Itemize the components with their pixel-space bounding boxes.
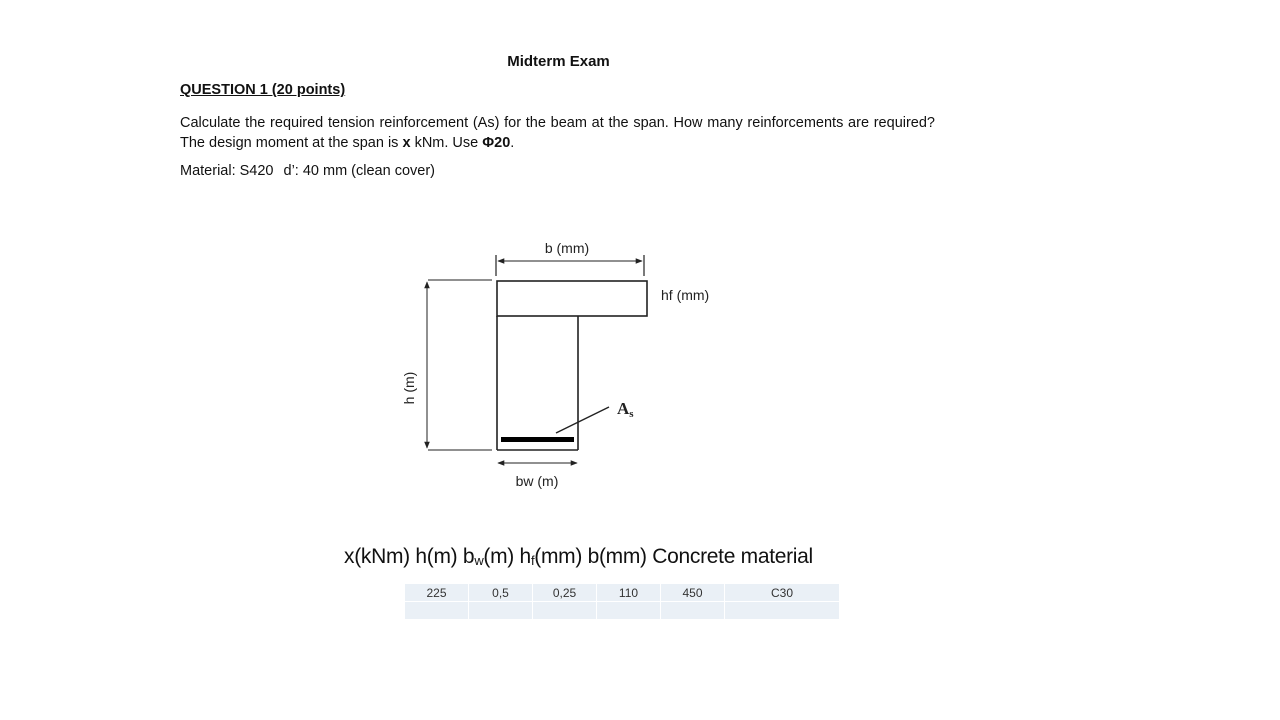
question-text bbox=[180, 113, 935, 153]
material-line bbox=[180, 163, 435, 179]
label-hf: hf (mm) bbox=[661, 287, 710, 303]
bar-diameter: Φ20 bbox=[482, 135, 511, 151]
header-b: b(mm) bbox=[587, 545, 647, 568]
header-hf-main: h bbox=[519, 545, 531, 568]
moment-variable: x bbox=[402, 135, 411, 151]
header-hf-sub: f bbox=[530, 553, 535, 568]
empty-cell bbox=[469, 602, 533, 620]
as-leader-line bbox=[556, 407, 609, 433]
cell-b: 450 bbox=[661, 584, 725, 602]
steel-grade: Material: S420 bbox=[180, 163, 274, 179]
cell-hf: 110 bbox=[597, 584, 661, 602]
empty-cell bbox=[725, 602, 840, 620]
cell-concrete: C30 bbox=[725, 584, 840, 602]
question-text-part: . bbox=[510, 135, 515, 151]
cell-h: 0,5 bbox=[469, 584, 533, 602]
cell-x: 225 bbox=[405, 584, 469, 602]
label-as bbox=[617, 399, 634, 420]
t-beam-diagram bbox=[380, 230, 740, 505]
label-b: b (mm) bbox=[544, 240, 590, 256]
exam-title: Midterm Exam bbox=[507, 53, 610, 68]
flange-outline bbox=[497, 281, 647, 316]
header-bw-sub: w bbox=[474, 553, 484, 568]
question-heading: QUESTION 1 (20 points) bbox=[180, 82, 346, 98]
question-text-part: Calculate the required tension reinforcement (As) for the beam at the span. How many reinforcements are required? The design moment at the span is bbox=[180, 115, 935, 151]
header-hf-unit: (mm) bbox=[534, 545, 583, 568]
label-bw: bw (m) bbox=[515, 473, 559, 489]
cell-bw: 0,25 bbox=[533, 584, 597, 602]
label-as-sub: s bbox=[629, 408, 634, 420]
header-hf bbox=[520, 545, 582, 568]
header-bw bbox=[463, 545, 514, 568]
label-h: h (m) bbox=[401, 371, 417, 405]
table-row bbox=[405, 584, 840, 602]
data-table bbox=[404, 583, 840, 620]
table-row bbox=[405, 602, 840, 620]
reinforcement-bar bbox=[501, 437, 574, 442]
question-text-part: kNm. Use bbox=[410, 135, 483, 151]
empty-cell bbox=[597, 602, 661, 620]
header-concrete: Concrete material bbox=[652, 545, 813, 568]
header-h: h(m) bbox=[415, 545, 458, 568]
header-x: x(kNm) bbox=[344, 545, 410, 568]
variables-header bbox=[344, 545, 813, 569]
empty-cell bbox=[533, 602, 597, 620]
label-as-main: A bbox=[617, 399, 630, 418]
empty-cell bbox=[405, 602, 469, 620]
cover-spec: d’: 40 mm (clean cover) bbox=[283, 163, 435, 179]
header-bw-main: b bbox=[462, 545, 475, 568]
empty-cell bbox=[661, 602, 725, 620]
header-bw-unit: (m) bbox=[483, 545, 514, 568]
